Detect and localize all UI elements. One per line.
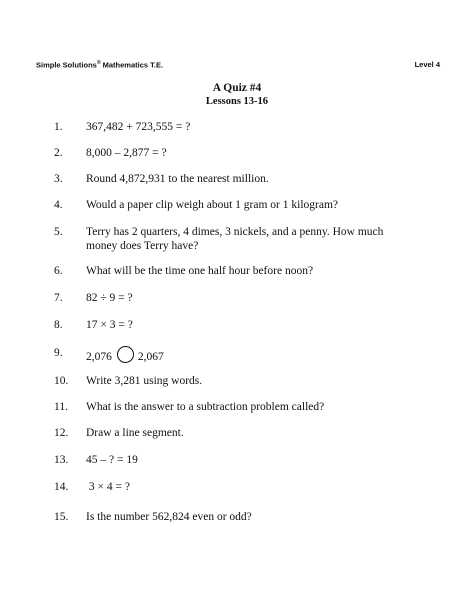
question-number: 15. [54, 511, 69, 523]
question-number: 3. [54, 173, 63, 185]
question-text: Write 3,281 using words. [86, 375, 203, 387]
question-text: 8,000 – 2,877 = ? [86, 147, 167, 159]
question-number: 11. [54, 401, 68, 413]
question-text: 82 ÷ 9 = ? [86, 292, 133, 304]
question-text: 17 × 3 = ? [86, 319, 133, 331]
question-number: 2. [54, 147, 63, 159]
compare-right-value: 2,067 [137, 351, 164, 363]
question-number: 6. [54, 265, 63, 277]
question-number: 8. [54, 319, 63, 331]
question-number: 9. [54, 347, 63, 359]
header-publisher-name: Simple Solutions [36, 60, 97, 70]
question-text: Would a paper clip weigh about 1 gram or 1 kilogram? [86, 199, 339, 211]
question-text: 3 × 4 = ? [86, 481, 130, 493]
question-text: 367,482 + 723,555 = ? [86, 121, 191, 133]
question-text: Draw a line segment. [86, 427, 184, 439]
question-text: Round 4,872,931 to the nearest million. [86, 173, 269, 185]
header-publisher [36, 60, 163, 70]
header-level: Level 4 [414, 60, 440, 69]
question-number: 13. [54, 454, 69, 466]
question-number: 12. [54, 427, 69, 439]
compare-left-value: 2,076 [86, 351, 112, 363]
question-number: 10. [54, 375, 69, 387]
question-number: 1. [54, 121, 63, 133]
header-publisher-suffix: Mathematics T.E. [100, 60, 164, 70]
question-number: 14. [54, 481, 69, 493]
question-text-line-1: Terry has 2 quarters, 4 dimes, 3 nickels, and a penny. How much [86, 226, 384, 238]
quiz-subtitle: Lessons 13-16 [205, 96, 269, 107]
registered-mark: ® [96, 60, 101, 66]
question-text [86, 225, 383, 253]
question-text: What is the answer to a subtraction problem called? [86, 401, 325, 413]
question-text [86, 346, 164, 364]
question-text: Is the number 562,824 even or odd? [86, 511, 252, 523]
question-number: 4. [54, 199, 63, 211]
question-text: 45 – ? = 19 [86, 454, 138, 466]
question-number: 7. [54, 292, 63, 304]
question-text-line-2: money does Terry have? [86, 240, 199, 252]
quiz-title: A Quiz #4 [212, 82, 262, 94]
compare-circle-icon [117, 346, 134, 363]
question-number: 5. [54, 226, 63, 238]
question-text: What will be the time one half hour before noon? [86, 265, 314, 277]
